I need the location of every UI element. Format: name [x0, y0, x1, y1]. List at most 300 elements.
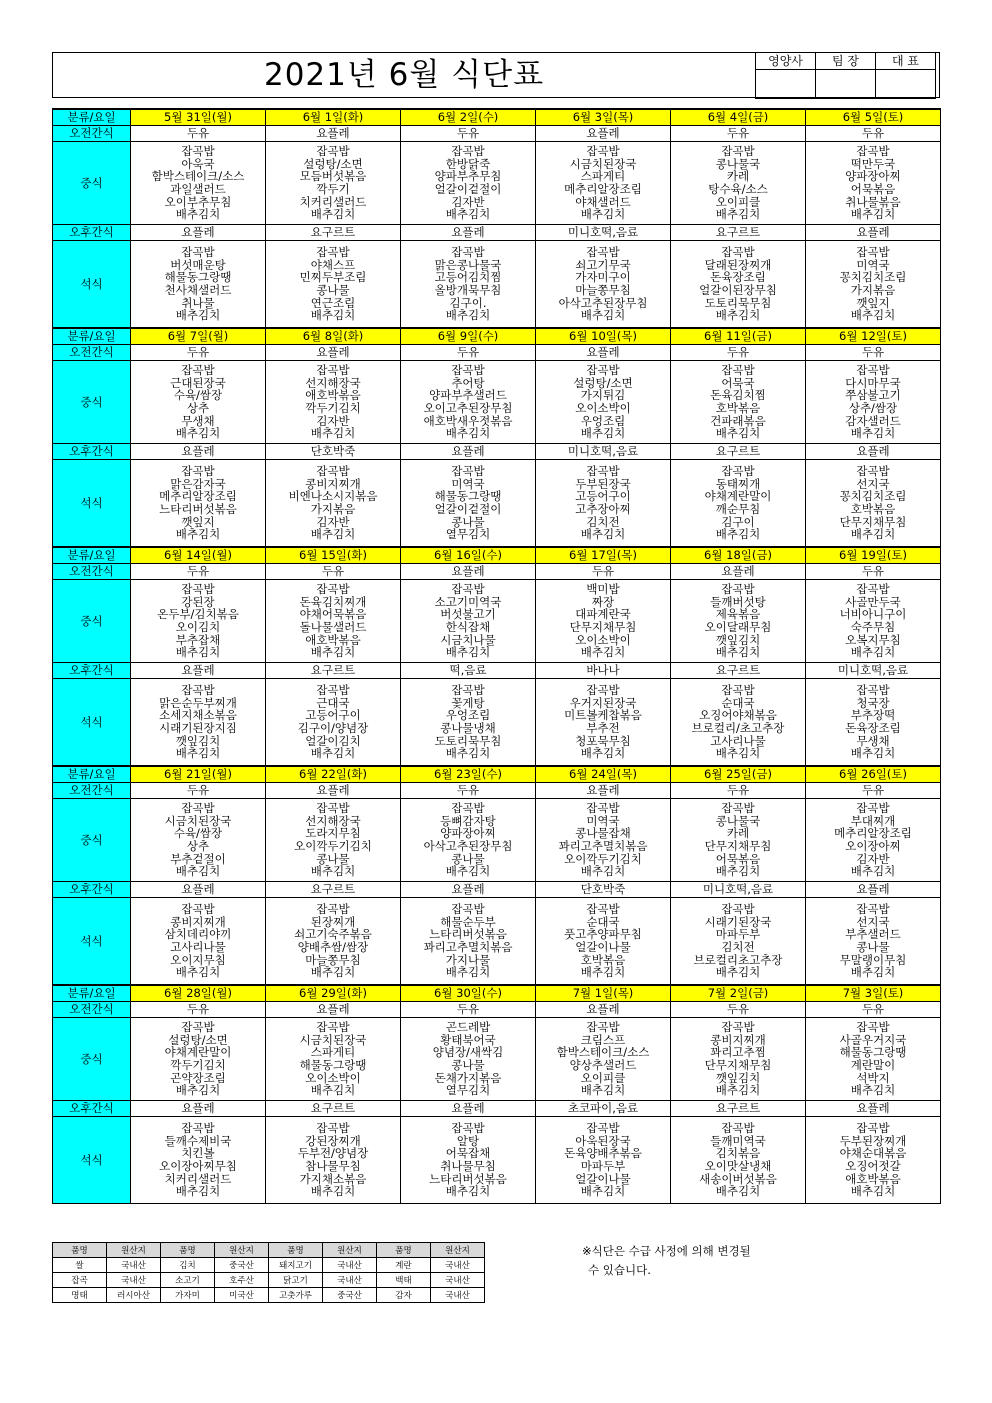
menu-item: 배추김치 [175, 645, 221, 660]
menu-item: 배추김치 [310, 527, 356, 542]
origin-cell: 소고기 [161, 1273, 215, 1288]
menu-item: 어묵볶음 [715, 851, 761, 866]
menu-cell [266, 580, 401, 663]
menu-item: 브로컬리/초고추장 [691, 721, 785, 735]
menu-item: 배추김치 [445, 1184, 491, 1199]
menu-item: 깨순무침 [715, 502, 761, 516]
menu-item: 잡곡밥 [181, 801, 215, 816]
origin-cell: 러시아산 [107, 1288, 161, 1303]
dinner-row [53, 679, 941, 767]
menu-item: 꽃게탕 [451, 695, 485, 710]
menu-item: 김치전 [586, 514, 620, 529]
snack-cell: 요구르트 [671, 663, 806, 679]
menu-item: 제육볶음 [715, 607, 761, 622]
date-cell: 6월 15일(화) [266, 547, 401, 564]
menu-item: 아삭고추된장무침 [423, 839, 513, 853]
menu-cell [266, 898, 401, 986]
snack-cell: 요플레 [401, 1101, 536, 1117]
menu-item: 오이피클 [715, 194, 761, 209]
menu-item: 느타리버섯볶음 [429, 1171, 507, 1186]
menu-item: 배추김치 [580, 645, 626, 660]
menu-item: 오이고추된장무침 [423, 401, 513, 415]
menu-item: 얼갈이나물 [575, 940, 631, 954]
menu-item: 오이부추무침 [164, 194, 232, 209]
menu-item: 배추김치 [580, 1184, 626, 1199]
menu-item: 깻잎지 [856, 295, 890, 310]
menu-item: 설렁탕/소면 [303, 156, 363, 171]
menu-cell [401, 460, 536, 548]
notice-line: 수 있습니다. [588, 1263, 651, 1277]
lunch-row [53, 1018, 941, 1101]
snack-cell: 요플레 [401, 564, 536, 580]
menu-item: 배추김치 [715, 1184, 761, 1199]
menu-item: 잡곡밥 [316, 363, 350, 378]
menu-item: 새송이버섯볶음 [699, 1171, 777, 1186]
origin-row [53, 1288, 485, 1303]
lunch-label: 중식 [53, 361, 131, 444]
snack-cell: 두유 [401, 783, 536, 799]
menu-item: 배추김치 [850, 207, 896, 222]
menu-item: 콩나물 [316, 283, 350, 297]
menu-item: 근대된장국 [170, 375, 226, 390]
menu-cell [806, 241, 941, 329]
menu-item: 잡곡밥 [586, 464, 620, 479]
origin-cell: 국내산 [107, 1273, 161, 1288]
menu-item: 고사리나물 [710, 733, 766, 748]
menu-item: 치킨볼 [181, 1146, 215, 1161]
notice [582, 1242, 751, 1280]
menu-item: 배추김치 [715, 527, 761, 542]
menu-cell [401, 241, 536, 329]
dinner-label: 석식 [53, 1117, 131, 1204]
menu-item: 카레 [726, 169, 750, 184]
menu-item: 꽁치김치조림 [839, 489, 907, 504]
origin-cell: 돼지고기 [269, 1258, 323, 1273]
snack-cell: 요플레 [536, 1002, 671, 1018]
menu-cell [401, 142, 536, 225]
title-box [52, 52, 940, 98]
snack-cell: 미니호떡,음료 [536, 225, 671, 241]
menu-item: 부추전 [586, 721, 620, 735]
menu-item: 메추리알장조림 [159, 489, 237, 504]
menu-item: 꽈리고추찜 [710, 1045, 766, 1060]
menu-item: 청포묵무침 [575, 733, 631, 748]
menu-item: 잡곡밥 [856, 144, 890, 159]
menu-item: 상추 [186, 839, 210, 853]
menu-item: 단무지채무침 [569, 620, 637, 634]
week-header-row [53, 985, 941, 1002]
origin-row [53, 1258, 485, 1273]
menu-item: 잡곡밥 [721, 245, 755, 260]
menu-item: 가지나물 [445, 952, 491, 967]
menu-item: 메추리알장조림 [564, 182, 642, 196]
menu-item: 계란말이 [850, 1058, 896, 1072]
menu-cell [671, 361, 806, 444]
menu-item: 잡곡밥 [181, 464, 215, 479]
menu-item: 배추김치 [580, 1083, 626, 1098]
menu-item: 가지튀김 [580, 388, 626, 403]
menu-table-body [53, 109, 941, 1204]
menu-item: 어묵잡채 [445, 1146, 491, 1161]
menu-item: 잡곡밥 [721, 1121, 755, 1136]
origin-cell: 미국산 [215, 1288, 269, 1303]
origin-cell: 가자미 [161, 1288, 215, 1303]
origin-header-cell: 원산지 [215, 1243, 269, 1258]
snack-cell: 요플레 [266, 1002, 401, 1018]
header-label: 분류/요일 [53, 766, 131, 783]
menu-item: 청국장 [856, 695, 890, 710]
menu-item: 잡곡밥 [181, 902, 215, 917]
menu-item: 배추김치 [850, 965, 896, 980]
menu-item: 잡곡밥 [316, 801, 350, 816]
menu-item: 시금치된장국 [569, 156, 637, 171]
date-cell: 7월 1일(목) [536, 985, 671, 1002]
menu-item: 배추김치 [715, 746, 761, 761]
menu-cell [131, 361, 266, 444]
menu-item: 배추김치 [445, 864, 491, 879]
menu-item: 잡곡밥 [316, 464, 350, 479]
date-cell: 6월 30일(수) [401, 985, 536, 1002]
origin-row [53, 1273, 485, 1288]
menu-cell [671, 142, 806, 225]
menu-item: 마파두부 [715, 927, 761, 942]
menu-item: 양념장/새싹김 [432, 1045, 504, 1060]
origin-cell: 고춧가루 [269, 1288, 323, 1303]
snack-cell: 요플레 [806, 882, 941, 898]
menu-item: 천사채샐러드 [164, 283, 232, 297]
menu-item: 잡곡밥 [586, 144, 620, 159]
menu-item: 콩나물잡채 [575, 826, 631, 841]
origin-header-cell: 원산지 [107, 1243, 161, 1258]
menu-item: 잡곡밥 [586, 801, 620, 816]
menu-item: 된장찌개 [310, 914, 356, 929]
date-cell: 6월 1일(화) [266, 109, 401, 126]
menu-item: 김치볶음 [715, 1146, 761, 1161]
menu-cell [536, 142, 671, 225]
menu-item: 돈채가지볶음 [434, 1070, 502, 1085]
menu-item: 배추김치 [445, 746, 491, 761]
date-cell: 6월 3일(목) [536, 109, 671, 126]
menu-item: 오복지무침 [845, 632, 901, 647]
menu-item: 잡곡밥 [856, 582, 890, 597]
menu-cell [671, 679, 806, 767]
lunch-label: 중식 [53, 799, 131, 882]
menu-item: 들깨미역국 [710, 1133, 766, 1148]
menu-item: 잡곡밥 [721, 582, 755, 597]
menu-item: 배추김치 [445, 426, 491, 441]
menu-item: 느타리버섯볶음 [159, 502, 237, 516]
menu-item: 상추/쌈장 [848, 401, 898, 415]
menu-item: 잡곡밥 [856, 245, 890, 260]
menu-cell [401, 1117, 536, 1204]
menu-item: 우엉조림 [445, 708, 491, 723]
menu-item: 꽁치김치조림 [839, 270, 907, 285]
menu-item: 아삭고추된장무침 [558, 295, 648, 310]
menu-item: 풋고추양파무침 [564, 927, 642, 942]
am-snack-label: 오전간식 [53, 1002, 131, 1018]
menu-item: 잡곡밥 [451, 245, 485, 260]
menu-item: 배추김치 [175, 308, 221, 323]
dinner-label: 석식 [53, 460, 131, 548]
origin-header-cell: 품명 [269, 1243, 323, 1258]
menu-item: 꽈리고추멸치볶음 [423, 940, 513, 954]
menu-item: 가자미구이 [575, 270, 631, 285]
date-cell: 7월 2일(금) [671, 985, 806, 1002]
snack-cell: 요플레 [266, 126, 401, 142]
menu-item: 도토리묵무침 [434, 733, 502, 748]
menu-cell [131, 799, 266, 882]
menu-item: 잡곡밥 [181, 683, 215, 698]
menu-item: 취나물 [181, 295, 215, 310]
menu-item: 야채계란말이 [704, 489, 772, 504]
origin-table [52, 1242, 485, 1303]
date-cell: 6월 14일(월) [131, 547, 266, 564]
menu-cell [266, 142, 401, 225]
menu-item: 수육/쌈장 [173, 826, 223, 841]
menu-item: 잡곡밥 [316, 582, 350, 597]
menu-item: 너비아니구이 [839, 607, 907, 622]
menu-cell [266, 1117, 401, 1204]
menu-item: 콩나물 [451, 851, 485, 866]
signature-box-row [756, 70, 936, 99]
origin-cell: 호주산 [215, 1273, 269, 1288]
snack-cell: 떡,음료 [401, 663, 536, 679]
snack-cell: 초코파이,음료 [536, 1101, 671, 1117]
menu-cell [536, 799, 671, 882]
signature-label-dietitian: 영양사 [756, 53, 816, 70]
menu-item: 민찌두부조림 [299, 270, 367, 285]
menu-item: 얼갈이김치 [305, 733, 361, 748]
menu-item: 미역국 [856, 257, 890, 272]
menu-item: 배추김치 [580, 207, 626, 222]
snack-cell: 두유 [806, 345, 941, 361]
menu-cell [266, 361, 401, 444]
menu-item: 꽈리고추멸치볶음 [558, 839, 648, 853]
menu-item: 잡곡밥 [451, 801, 485, 816]
origin-cell: 국내산 [431, 1258, 485, 1273]
menu-cell [806, 799, 941, 882]
menu-item: 해물동그랑땡 [839, 1045, 907, 1060]
menu-item: 오이깍두기김치 [294, 839, 372, 853]
menu-item: 고등어김치찜 [434, 270, 502, 285]
menu-item: 잡곡밥 [451, 1121, 485, 1136]
menu-item: 깻잎지 [181, 514, 215, 529]
menu-cell [536, 679, 671, 767]
snack-cell: 요구르트 [671, 225, 806, 241]
lunch-label: 중식 [53, 1018, 131, 1101]
menu-item: 두부된장국 [575, 476, 631, 491]
menu-item: 연근조림 [310, 295, 356, 310]
menu-item: 강된장찌개 [305, 1133, 361, 1148]
menu-cell [131, 460, 266, 548]
origin-cell: 중국산 [215, 1258, 269, 1273]
menu-cell [266, 799, 401, 882]
menu-item: 애호박볶음 [305, 388, 361, 403]
menu-item: 깍두기김치 [305, 401, 361, 415]
menu-item: 야채스프 [310, 257, 356, 272]
date-cell: 6월 11일(금) [671, 328, 806, 345]
menu-item: 야채계란말이 [164, 1045, 232, 1060]
menu-item: 잡곡밥 [856, 1020, 890, 1035]
menu-cell [536, 580, 671, 663]
pm-snack-label: 오후간식 [53, 1101, 131, 1117]
menu-item: 잡곡밥 [316, 902, 350, 917]
menu-item: 미역국 [586, 813, 620, 828]
menu-item: 양파장아찌 [440, 826, 496, 841]
signature-label-ceo: 대 표 [876, 53, 936, 70]
lunch-label: 중식 [53, 580, 131, 663]
menu-item: 돌나물샐러드 [299, 620, 367, 634]
menu-item: 야채샐러드 [575, 194, 631, 209]
menu-item: 잡곡밥 [856, 363, 890, 378]
snack-cell: 요구르트 [266, 882, 401, 898]
signature-label-team-leader: 팀 장 [816, 53, 876, 70]
menu-item: 배추김치 [715, 207, 761, 222]
menu-item: 오이맛살냉채 [704, 1159, 772, 1173]
menu-item: 곤약장조림 [170, 1070, 226, 1085]
menu-item: 김구이. [449, 295, 487, 310]
menu-item: 부추겉절이 [170, 851, 226, 866]
menu-item: 잡곡밥 [451, 683, 485, 698]
menu-cell [671, 799, 806, 882]
date-cell: 6월 26일(토) [806, 766, 941, 783]
menu-item: 배추김치 [445, 207, 491, 222]
menu-item: 오징어젓갈 [845, 1159, 901, 1173]
am-snack-label: 오전간식 [53, 564, 131, 580]
menu-item: 짜장 [591, 594, 615, 609]
menu-item: 수육/쌈장 [173, 388, 223, 403]
menu-item: 선지해장국 [305, 375, 361, 390]
menu-item: 깻잎김치 [175, 733, 221, 748]
menu-cell [806, 460, 941, 548]
menu-item: 배추김치 [310, 1184, 356, 1199]
date-cell: 6월 7일(월) [131, 328, 266, 345]
menu-item: 오이김치 [175, 620, 221, 634]
menu-item: 배추김치 [850, 864, 896, 879]
snack-cell: 두유 [266, 564, 401, 580]
menu-item: 오이소박이 [575, 632, 631, 647]
menu-item: 메추리알장조림 [834, 826, 912, 841]
origin-header-cell: 품명 [161, 1243, 215, 1258]
menu-item: 김치전 [721, 940, 755, 954]
menu-item: 배추김치 [850, 1184, 896, 1199]
menu-item: 마늘쫑무침 [575, 283, 631, 297]
menu-item: 양파부추무침 [434, 169, 502, 184]
menu-item: 배추김치 [445, 965, 491, 980]
menu-item: 쭈삼불고기 [845, 388, 901, 403]
snack-cell: 요플레 [131, 1101, 266, 1117]
menu-item: 맑은순두부찌개 [159, 695, 237, 710]
week-header-row [53, 109, 941, 126]
origin-cell: 명태 [53, 1288, 107, 1303]
menu-item: 황태북어국 [440, 1032, 496, 1047]
menu-item: 배추김치 [850, 426, 896, 441]
menu-item: 얼갈이된장무침 [699, 283, 777, 297]
origin-header-cell: 원산지 [323, 1243, 377, 1258]
menu-item: 배추김치 [580, 864, 626, 879]
menu-cell [806, 142, 941, 225]
menu-item: 모듬버섯볶음 [299, 169, 367, 184]
menu-item: 야채순대볶음 [839, 1146, 907, 1161]
menu-item: 부대찌개 [850, 813, 896, 828]
menu-item: 올방개묵무침 [434, 283, 502, 297]
menu-item: 돈육장조림 [845, 721, 901, 735]
dinner-label: 석식 [53, 241, 131, 329]
menu-item: 배추김치 [310, 1083, 356, 1098]
snack-cell: 두유 [131, 564, 266, 580]
menu-item: 배추김치 [850, 1083, 896, 1098]
menu-item: 김구이/양념장 [297, 721, 369, 735]
menu-item: 배추김치 [175, 746, 221, 761]
menu-item: 배추김치 [175, 965, 221, 980]
menu-item: 사골만두국 [845, 594, 901, 609]
date-cell: 6월 23일(수) [401, 766, 536, 783]
menu-item: 비엔나소시지볶음 [288, 489, 378, 504]
menu-item: 무생채 [181, 413, 215, 428]
snack-cell: 요플레 [806, 1101, 941, 1117]
menu-item: 부추샐러드 [845, 927, 901, 942]
menu-item: 시래기된장지짐 [159, 721, 237, 735]
menu-item: 과일샐러드 [170, 182, 226, 196]
menu-item: 콩비지찌개 [305, 476, 361, 491]
origin-header-row [53, 1243, 485, 1258]
menu-item: 아욱된장국 [575, 1133, 631, 1148]
date-cell: 6월 28일(월) [131, 985, 266, 1002]
date-cell: 6월 18일(금) [671, 547, 806, 564]
menu-item: 배추김치 [715, 308, 761, 323]
menu-item: 배추김치 [715, 864, 761, 879]
menu-item: 취나물무침 [440, 1159, 496, 1173]
menu-item: 오이깍두기김치 [564, 851, 642, 866]
menu-item: 등뼈감자탕 [440, 813, 496, 828]
snack-cell: 요구르트 [266, 225, 401, 241]
menu-item: 고추장아찌 [575, 502, 631, 516]
menu-item: 어묵국 [721, 375, 755, 390]
menu-item: 콩비지찌개 [710, 1032, 766, 1047]
pm-snack-label: 오후간식 [53, 225, 131, 241]
lunch-row [53, 142, 941, 225]
menu-item: 해물순두부 [440, 914, 496, 929]
pm-snack-row [53, 1101, 941, 1117]
menu-cell [806, 361, 941, 444]
date-cell: 6월 8일(화) [266, 328, 401, 345]
menu-item: 잡곡밥 [586, 1020, 620, 1035]
snack-cell: 요플레 [536, 126, 671, 142]
date-cell: 6월 16일(수) [401, 547, 536, 564]
lunch-label: 중식 [53, 142, 131, 225]
snack-cell: 요플레 [536, 345, 671, 361]
snack-cell: 두유 [536, 564, 671, 580]
menu-item: 가지채소볶음 [299, 1171, 367, 1186]
menu-item: 양상추샐러드 [569, 1058, 637, 1072]
snack-cell: 요구르트 [671, 1101, 806, 1117]
menu-item: 무생채 [856, 733, 890, 748]
snack-cell: 두유 [131, 345, 266, 361]
menu-item: 선지국 [856, 914, 890, 929]
menu-item: 맑은감자국 [170, 476, 226, 491]
menu-item: 열무김치 [445, 527, 491, 542]
header-label: 분류/요일 [53, 109, 131, 126]
menu-item: 순대국 [721, 695, 755, 710]
menu-cell [401, 679, 536, 767]
menu-item: 크림스프 [580, 1032, 626, 1047]
menu-item: 배추김치 [580, 965, 626, 980]
menu-item: 돈육양배추볶음 [564, 1146, 642, 1161]
menu-cell [266, 1018, 401, 1101]
date-cell: 6월 10일(목) [536, 328, 671, 345]
lunch-row [53, 799, 941, 882]
date-cell: 6월 24일(목) [536, 766, 671, 783]
